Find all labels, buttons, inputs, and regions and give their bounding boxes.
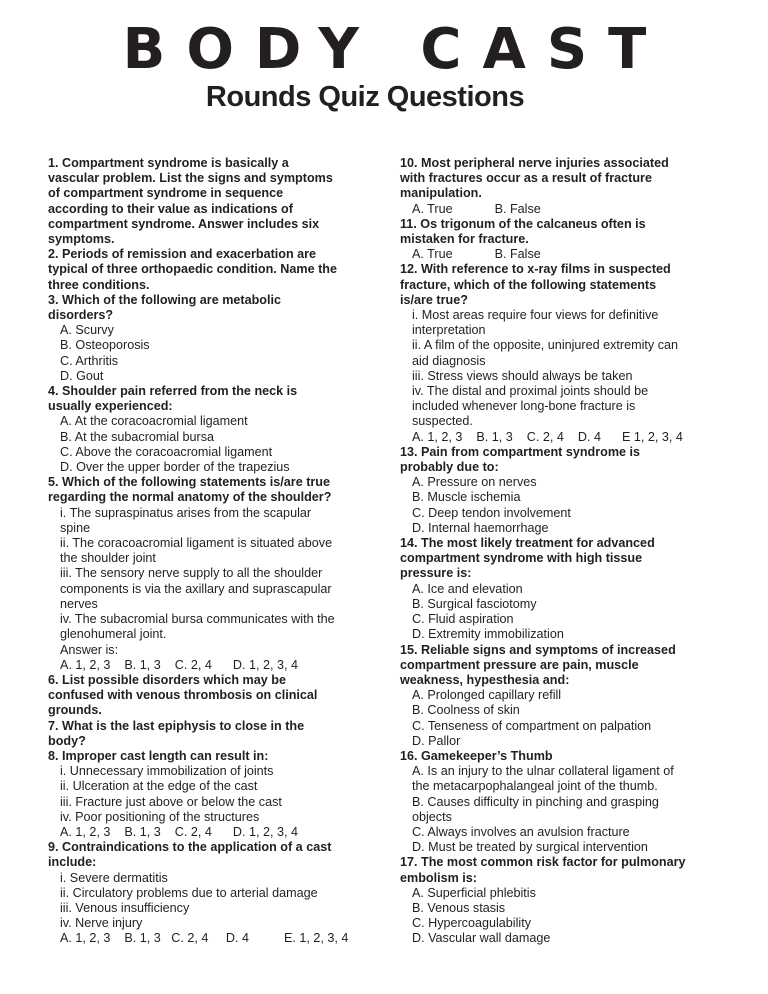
answer-option-line: components is via the axillary and suprascapular — [60, 581, 332, 596]
answer-option-line: interpretation — [412, 323, 486, 338]
answer-option-line: aid diagnosis — [412, 353, 486, 368]
answer-option-line: D. Must be treated by surgical intervention — [412, 840, 648, 855]
question-text-line: 8. Improper cast length can result in: — [48, 748, 269, 763]
answer-option-line: A. Is an injury to the ulnar collateral ligament of — [412, 764, 674, 779]
answer-option-line: objects — [412, 809, 452, 824]
question-text-line: 12. With reference to x-ray films in suspected — [400, 262, 671, 277]
answer-option-line: D. Vascular wall damage — [412, 931, 551, 946]
answer-option-line: A. 1, 2, 3 B. 1, 3 C. 2, 4 D. 1, 2, 3, 4 — [60, 657, 298, 672]
question-text-line: manipulation. — [400, 186, 482, 201]
answer-option-line: C. Hypercoagulability — [412, 916, 531, 931]
question-text-line: confused with venous thrombosis on clinical — [48, 688, 318, 703]
question-text-line: symptoms. — [48, 232, 115, 247]
answer-option-line: glenohumeral joint. — [60, 627, 167, 642]
answer-option-line: iv. Poor positioning of the structures — [60, 809, 260, 824]
question-text-line: 9. Contraindications to the application of a cast — [48, 840, 332, 855]
question-text-line: 7. What is the last epiphysis to close in the — [48, 718, 305, 733]
question-text-line: compartment pressure are pain, muscle — [400, 657, 639, 672]
answer-option-line: the shoulder joint — [60, 551, 156, 566]
question-text-line: 1. Compartment syndrome is basically a — [48, 156, 289, 170]
question-text-line: compartment syndrome. Answer includes six — [48, 216, 320, 231]
answer-option-line: D. Gout — [60, 368, 104, 383]
answer-option-line: D. Over the upper border of the trapezius — [60, 460, 290, 475]
answer-option-line: C. Above the coracoacromial ligament — [60, 444, 273, 459]
question-text-line: pressure is: — [400, 566, 472, 581]
question-text-line: 15. Reliable signs and symptoms of increased — [400, 642, 676, 657]
answer-option-line: iv. The subacromial bursa communicates with the — [60, 612, 335, 627]
question-text-line: 4. Shoulder pain referred from the neck is — [48, 384, 298, 399]
document-subtitle: Rounds Quiz Questions — [205, 81, 525, 113]
answer-option-line: A. Pressure on nerves — [412, 475, 537, 490]
answer-option-line: B. At the subacromial bursa — [60, 429, 215, 444]
question-text-line: is/are true? — [400, 292, 468, 307]
answer-option-line: B. Surgical fasciotomy — [412, 596, 537, 611]
answer-option-line: iii. Fracture just above or below the cast — [60, 794, 282, 809]
answer-option-line: A. Ice and elevation — [412, 581, 523, 596]
answer-option-line: C. Arthritis — [60, 353, 119, 368]
question-text-line: with fractures occur as a result of fracture — [400, 171, 652, 186]
answer-option-line: nerves — [60, 596, 98, 611]
answer-option-line: C. Always involves an avulsion fracture — [412, 824, 630, 839]
answer-option-line: B. Osteoporosis — [60, 338, 150, 353]
answer-option-line: B. Muscle ischemia — [412, 490, 521, 505]
answer-option-line: iii. Stress views should always be taken — [412, 368, 633, 383]
answer-option-line: D. Internal haemorrhage — [412, 520, 549, 535]
answer-option-line: i. Unnecessary immobilization of joints — [60, 764, 274, 779]
question-text-line: according to their value as indications of — [48, 201, 293, 216]
question-text-line: 6. List possible disorders which may be — [48, 672, 286, 687]
question-text-line: 5. Which of the following statements is/are true — [48, 475, 331, 490]
answer-option-line: ii. A film of the opposite, uninjured extremity can — [412, 338, 679, 353]
answer-option-line: A. True B. False — [412, 201, 541, 216]
right-column — [400, 156, 740, 947]
answer-option-line: A. 1, 2, 3 B. 1, 3 C. 2, 4 D. 4 E. 1, 2, 3, 4 — [60, 931, 349, 946]
answer-option-line: A. Prolonged capillary refill — [412, 688, 562, 703]
question-text-line: 3. Which of the following are metabolic — [48, 292, 282, 307]
answer-option-line: D. Extremity immobilization — [412, 627, 564, 642]
question-text-line: usually experienced: — [48, 399, 173, 414]
answer-option-line: iii. Venous insufficiency — [60, 900, 190, 915]
question-text-line: 14. The most likely treatment for advanced — [400, 536, 655, 551]
document-title: BODY CAST — [122, 17, 668, 82]
answer-option-line: A. True B. False — [412, 247, 541, 262]
answer-option-line: included whenever long-bone fracture is — [412, 399, 636, 414]
question-text-line: of compartment syndrome in sequence — [48, 186, 284, 201]
question-text-line: embolism is: — [400, 870, 477, 885]
question-text-line: disorders? — [48, 308, 114, 323]
question-text-line: 17. The most common risk factor for pulmonary — [400, 855, 686, 870]
answer-option-line: iii. The sensory nerve supply to all the shoulder — [60, 566, 323, 581]
answer-option-line: B. Causes difficulty in pinching and grasping — [412, 794, 659, 809]
question-text-line: 13. Pain from compartment syndrome is — [400, 444, 641, 459]
answer-option-line: ii. Circulatory problems due to arterial damage — [60, 885, 318, 900]
answer-option-line: Answer is: — [60, 642, 119, 657]
question-text-line: mistaken for fracture. — [400, 232, 529, 247]
answer-option-line: suspected. — [412, 414, 473, 429]
answer-option-line: C. Deep tendon involvement — [412, 505, 571, 520]
question-text-line: body? — [48, 733, 86, 748]
question-text-line: include: — [48, 855, 97, 870]
question-text-line: 2. Periods of remission and exacerbation are — [48, 247, 317, 262]
question-text-line: vascular problem. List the signs and symptoms — [48, 171, 333, 186]
answer-option-line: A. Superficial phlebitis — [412, 885, 536, 900]
left-column — [48, 156, 368, 947]
question-text-line: compartment syndrome with high tissue — [400, 551, 643, 566]
answer-option-line: C. Tenseness of compartment on palpation — [412, 718, 652, 733]
answer-option-line: i. Severe dermatitis — [60, 870, 168, 885]
answer-option-line: A. Scurvy — [60, 323, 114, 338]
answer-option-line: spine — [60, 520, 91, 535]
answer-option-line: i. Most areas require four views for definitive — [412, 308, 659, 323]
question-text-line: probably due to: — [400, 460, 499, 475]
answer-option-line: ii. The coracoacromial ligament is situated above — [60, 536, 333, 551]
question-text-line: 10. Most peripheral nerve injuries associated — [400, 156, 669, 170]
answer-option-line: D. Pallor — [412, 733, 461, 748]
answer-option-line: A. 1, 2, 3 B. 1, 3 C. 2, 4 D. 1, 2, 3, 4 — [60, 824, 298, 839]
answer-option-line: i. The supraspinatus arises from the scapular — [60, 505, 312, 520]
answer-option-line: B. Coolness of skin — [412, 703, 520, 718]
question-text-line: fracture, which of the following statements — [400, 277, 657, 292]
answer-option-line: ii. Ulceration at the edge of the cast — [60, 779, 258, 794]
question-text-line: grounds. — [48, 703, 102, 718]
answer-option-line: C. Fluid aspiration — [412, 612, 514, 627]
question-text-line: regarding the normal anatomy of the shoulder? — [48, 490, 332, 505]
question-text-line: three conditions. — [48, 277, 150, 292]
answer-option-line: iv. The distal and proximal joints should be — [412, 384, 649, 399]
answer-option-line: iv. Nerve injury — [60, 916, 143, 931]
question-text-line: 11. Os trigonum of the calcaneus often is — [400, 216, 646, 231]
answer-option-line: the metacarpophalangeal joint of the thumb. — [412, 779, 658, 794]
answer-option-line: A. 1, 2, 3 B. 1, 3 C. 2, 4 D. 4 E 1, 2, 3, 4 — [412, 429, 683, 444]
question-text-line: weakness, hypesthesia and: — [400, 672, 570, 687]
question-text-line: typical of three orthopaedic condition. Name the — [48, 262, 337, 277]
answer-option-line: A. At the coracoacromial ligament — [60, 414, 248, 429]
question-text-line: 16. Gamekeeper’s Thumb — [400, 748, 553, 763]
answer-option-line: B. Venous stasis — [412, 900, 506, 915]
